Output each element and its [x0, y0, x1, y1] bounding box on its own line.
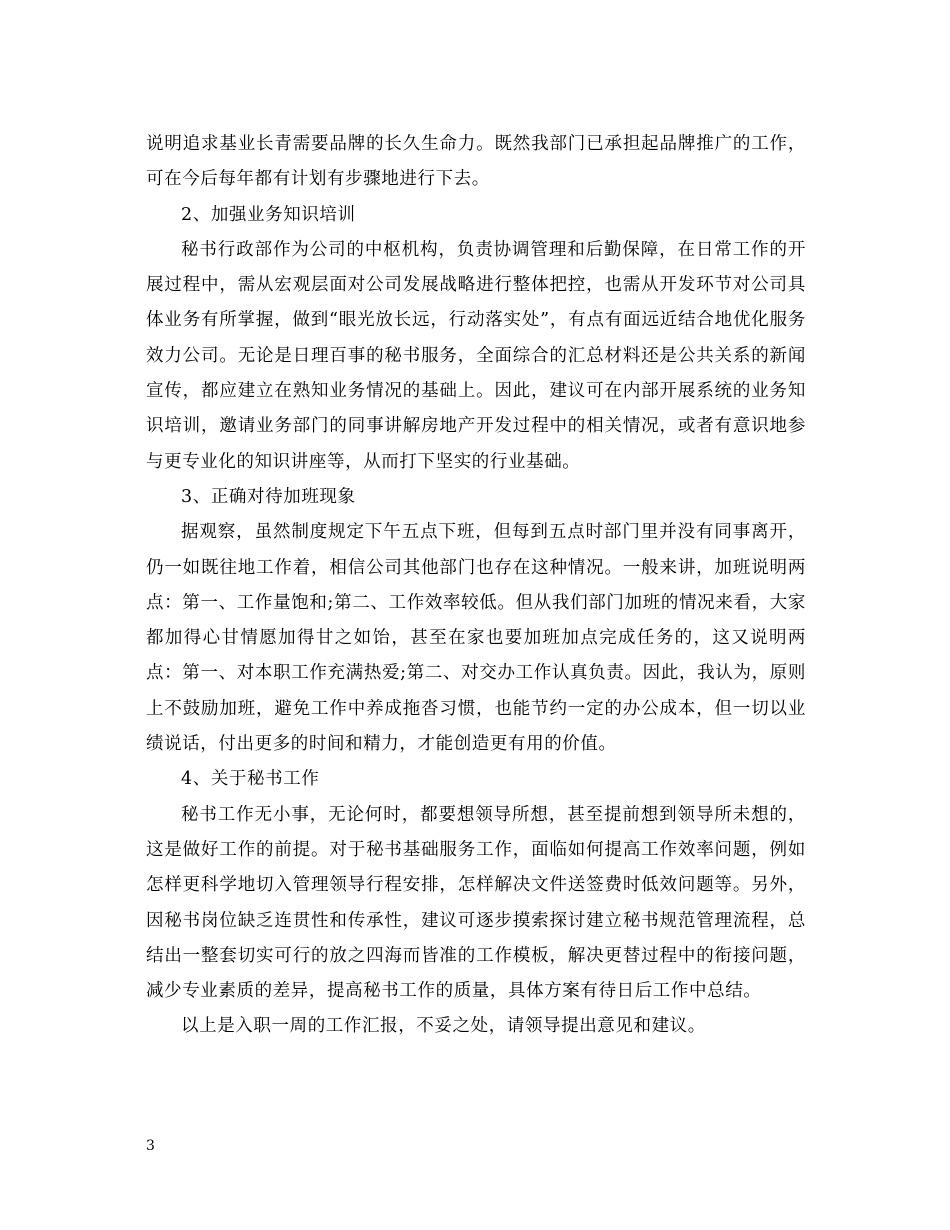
- paragraph-business-training: 秘书行政部作为公司的中枢机构，负责协调管理和后勤保障，在日常工作的开展过程中，需从宏观层面对公司发展战略进行整体把控，也需从开发环节对公司具体业务有所掌握，做到“眼光放长远，行动落实处”，有点有面远近结合地优化服务效力公司。无论是日理百事的秘书服务，全面综合的汇总材料还是公共关系的新闻宣传，都应建立在熟知业务情况的基础上。因此，建议可在内部开展系统的业务知识培训，邀请业务部门的同事讲解房地产开发过程中的相关情况，或者有意识地参与更专业化的知识讲座等，从而打下坚实的行业基础。: [146, 239, 806, 472]
- heading-business-training: 2、加强业务知识培训: [181, 204, 356, 225]
- document-body: [146, 127, 806, 1045]
- page-number: 3: [146, 1138, 155, 1154]
- paragraph-closing: 以上是入职一周的工作汇报，不妥之处，请领导提出意见和建议。: [181, 1016, 706, 1037]
- heading-overtime: 3、正确对待加班现象: [181, 486, 356, 507]
- paragraph-secretary-work: 秘书工作无小事，无论何时，都要想领导所想，甚至提前想到领导所未想的，这是做好工作的前提。对于秘书基础服务工作，面临如何提高工作效率问题，例如怎样更科学地切入管理领导行程安排，怎样解决文件送签费时低效问题等。另外，因秘书岗位缺乏连贯性和传承性，建议可逐步摸索探讨建立秘书规范管理流程，总结出一整套切实可行的放之四海而皆准的工作模板，解决更替过程中的衔接问题，减少专业素质的差异，提高秘书工作的质量，具体方案有待日后工作中总结。: [146, 804, 806, 1002]
- paragraph-overtime: 据观察，虽然制度规定下午五点下班，但每到五点时部门里并没有同事离开，仍一如既往地工作着，相信公司其他部门也存在这种情况。一般来讲，加班说明两点：第一、工作量饱和;第二、工作效率较低。但从我们部门加班的情况来看，大家都加得心甘情愿加得甘之如饴，甚至在家也要加班加点完成任务的，这又说明两点：第一、对本职工作充满热爱;第二、对交办工作认真负责。因此，我认为，原则上不鼓励加班，避免工作中养成拖沓习惯，也能节约一定的办公成本，但一切以业绩说话，付出更多的时间和精力，才能创造更有用的价值。: [146, 522, 806, 755]
- heading-secretary-work: 4、关于秘书工作: [181, 769, 320, 790]
- paragraph-brand-continuation: 说明追求基业长青需要品牌的长久生命力。既然我部门已承担起品牌推广的工作，可在今后每年都有计划有步骤地进行下去。: [146, 134, 806, 190]
